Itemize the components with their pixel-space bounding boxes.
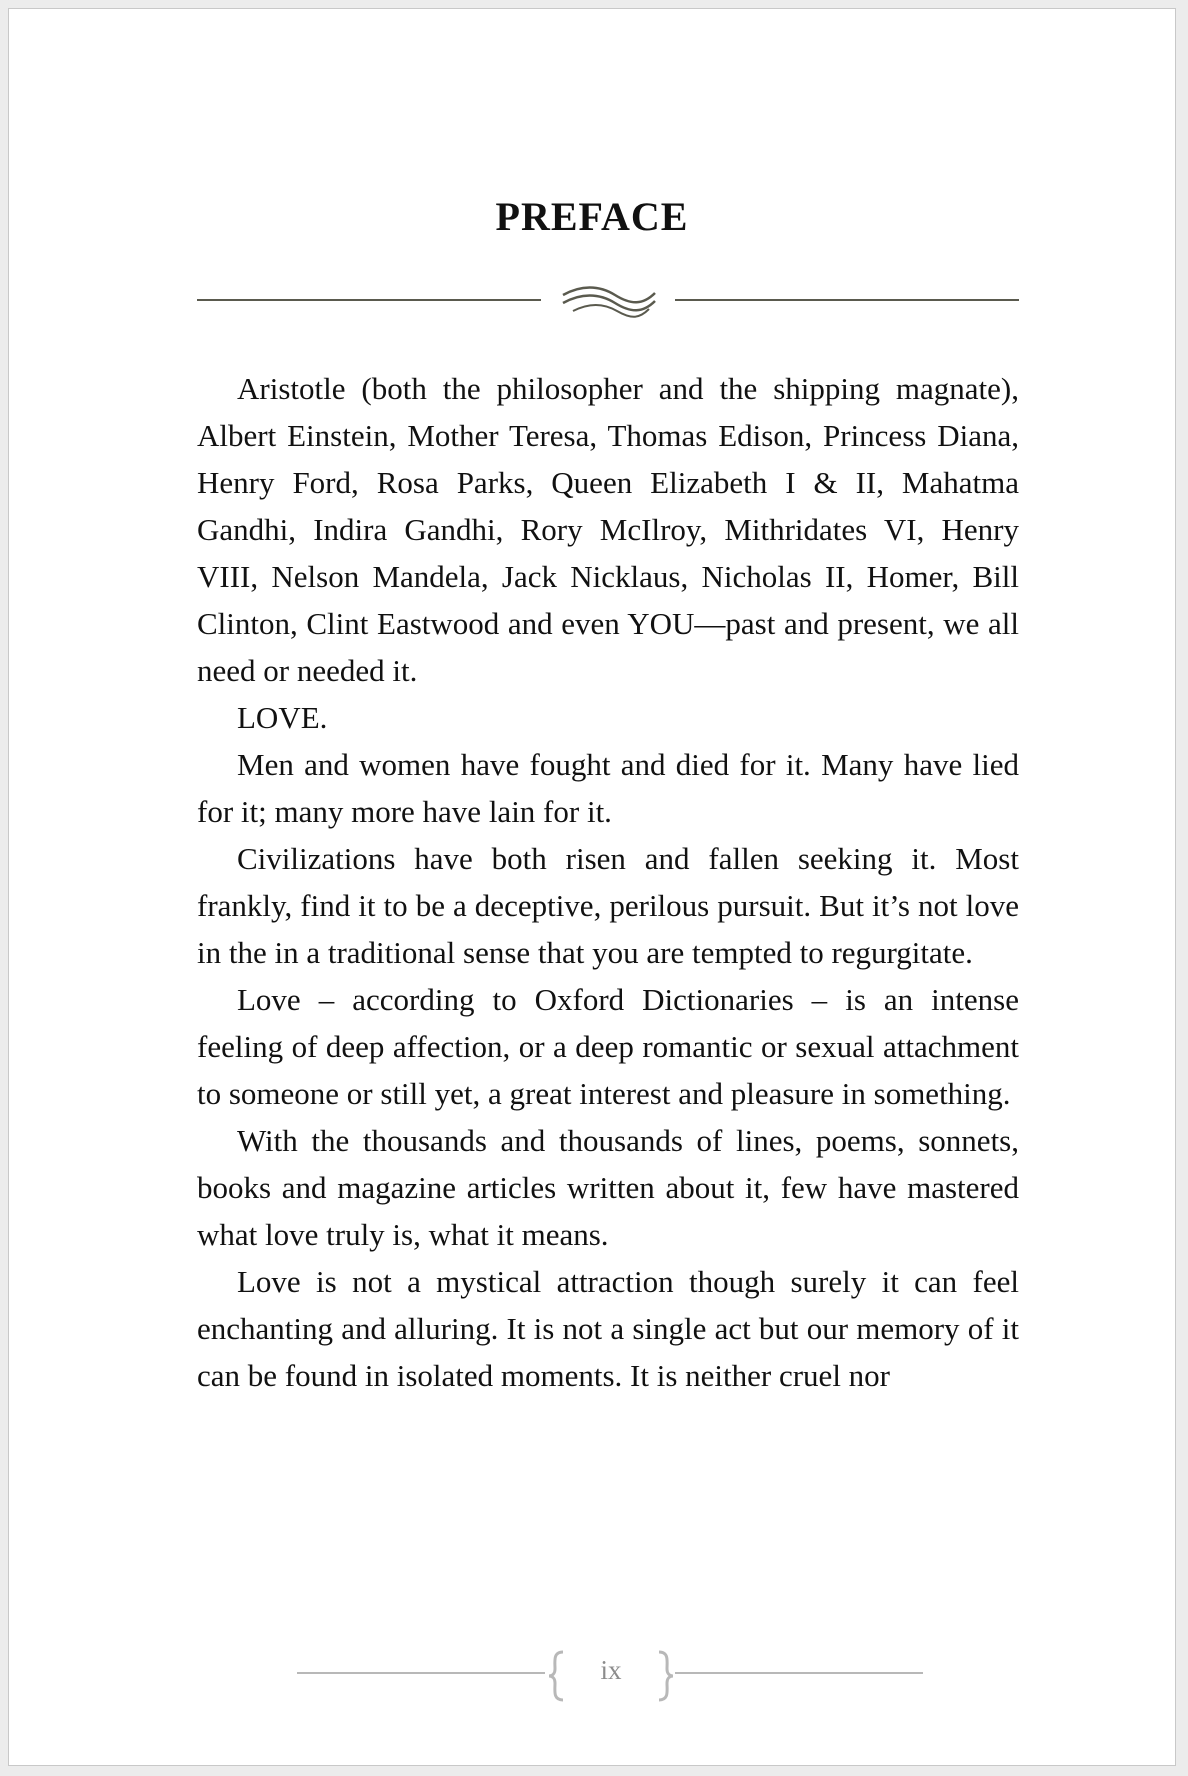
wave-ornament-icon bbox=[559, 279, 659, 325]
footer-rule-left bbox=[297, 1672, 545, 1674]
paragraph: LOVE. bbox=[237, 700, 328, 735]
footer-rule-right bbox=[675, 1672, 923, 1674]
paragraph: Civilizations have both risen and fallen seeking it. Most frankly, find it to be a deceptive, perilous pursuit. But it’s not love in the in a traditional sense that you are tempted to regurgitate. bbox=[197, 841, 1019, 970]
paragraph: Aristotle (both the philosopher and the shipping magnate), Albert Einstein, Mother Teresa, Thomas Edison, Princess Diana, Henry Ford, Rosa Parks, Queen Elizabeth I & II, Mahatma Gandhi, Indira Gandhi, Rory McIlroy, Mithridates VI, Henry VIII, Nelson Mandela, Jack Nicklaus, Nicholas II, Homer, Bill Clinton, Clint Eastwood and even YOU—past and present, we all need or needed it. bbox=[197, 371, 1019, 688]
right-bracket-icon bbox=[655, 1649, 675, 1703]
paragraph: Love is not a mystical attraction though surely it can feel enchanting and alluring. It is not a single act but our memory of it can be found in isolated moments. It is neither cruel nor bbox=[197, 1264, 1019, 1393]
preface-body bbox=[197, 365, 1019, 1399]
title-rule-left bbox=[197, 299, 541, 301]
paragraph: Men and women have fought and died for it. Many have lied for it; many more have lain for it. bbox=[197, 747, 1019, 829]
left-bracket-icon bbox=[547, 1649, 567, 1703]
paragraph: Love – according to Oxford Dictionaries – is an intense feeling of deep affection, or a deep romantic or sexual attachment to someone or still yet, a great interest and pleasure in something. bbox=[197, 982, 1019, 1111]
title-rule-right bbox=[675, 299, 1019, 301]
book-page bbox=[8, 8, 1176, 1766]
chapter-title: PREFACE bbox=[495, 194, 689, 239]
paragraph: With the thousands and thousands of lines, poems, sonnets, books and magazine articles written about it, few have mastered what love truly is, what it means. bbox=[197, 1123, 1019, 1252]
page-number: ix bbox=[600, 1655, 622, 1685]
